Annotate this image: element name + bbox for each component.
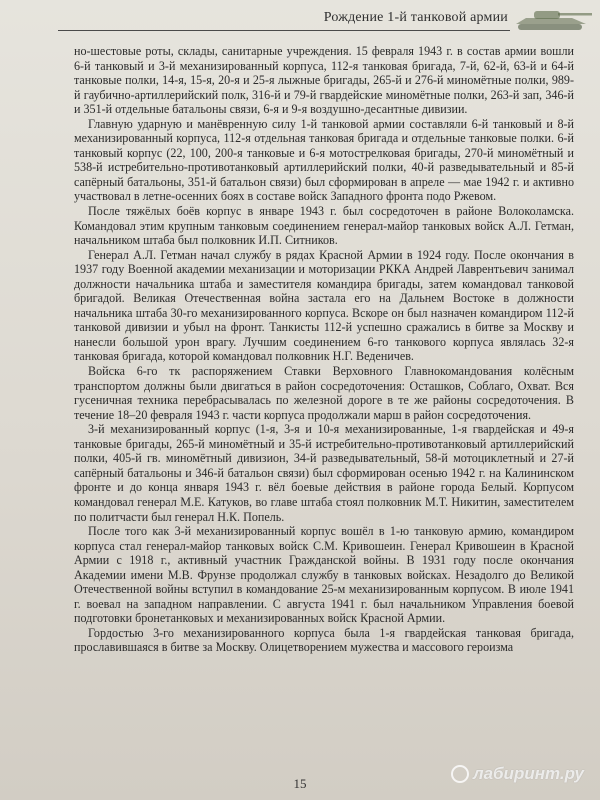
paragraph-8: Гордостью 3-го механизированного корпуса была 1-я гвардейская танковая бригада, прославившаяся в битве за Москву. Олицетворением мужества и массового героизма bbox=[74, 625, 574, 655]
paragraph-7: После того как 3-й механизированный корпус вошёл в 1-ю танковую армию, командиром корпуса стал генерал-майор танковых войск С.М. Кривошеин. Генерал Кривошеин в Красной Армии с 1918 г., активный участник Гражданской войны. В 1931 году после окончания Академии имени М.В. Фрунзе продолжал службу в танковых войсках. Незадолго до Великой Отечественной войны вступил в командование 25-м механизированным корпусом. В июле 1941 г. воевал на западном направлении. С августа 1941 г. был начальником Управления боевой подготовки бронетанковых и механизированных войск Красной Армии. bbox=[74, 524, 574, 626]
paragraph-6: 3-й механизированный корпус (1-я, 3-я и 10-я механизированные, 1-я гвардейская и 49-я танковые бригады, 265-й миномётный и 35-й истребительно-противотанковый артиллерийский полки, 405-й гв. миномётный дивизион, 34-й разведывательный, 58-й мотоциклетный и 27-й сапёрный батальоны и 346-й батальон связи) был сформирован осенью 1942 г. на Калининском фронте и до конца января 1943 г. вёл боевые действия в районе города Белый. Корпусом командовал генерал М.Е. Катуков, во главе штаба стоял полковник М.Т. Никитин, заместителем по политчасти был генерал Н.К. Попель. bbox=[74, 422, 574, 524]
body-text bbox=[74, 44, 574, 655]
watermark-text: лабиринт.ру bbox=[473, 764, 584, 783]
header-title: Рождение 1-й танковой армии bbox=[323, 10, 508, 25]
paragraph-5: Войска 6-го тк распоряжением Ставки Верховного Главнокомандования колёсным транспортом должны были двигаться в район сосредоточения: Осташков, Соблаго, Охват. Вся гусеничная техника перебрасывалась по железной дороге в те же районы сосредоточения. В течение 18–20 февраля 1943 г. части корпуса продолжали марш в район сосредоточения. bbox=[74, 364, 574, 422]
running-header bbox=[0, 0, 600, 34]
watermark-logo-icon bbox=[451, 765, 469, 783]
header-rule bbox=[58, 30, 510, 31]
paragraph-1: но-шестовые роты, склады, санитарные учреждения. 15 февраля 1943 г. в состав армии вошли 6-й танковый и 3-й механизированный корпуса, 112-я танковая бригада, 7-й, 62-й, 63-й и 64-й танковые полки, 14-я, 15-я, 20-я и 25-я лыжные бригады, 265-й и 276-й миномётные полки, 989-й гаубично-артиллерийский полк, 316-й и 79-й гвардейские миномётные полки, 263-й зап, 346-й и 351-й отдельные батальоны связи, 6-я и 9-я воздушно-десантные дивизии. bbox=[74, 44, 574, 117]
paragraph-2: Главную ударную и манёвренную силу 1-й танковой армии составляли 6-й танковый и 8-й механизированный корпуса, 112-я отдельная танковая бригада и отдельные танковые полки. 6-й танковый корпус (22, 100, 200-я танковые и 6-я мотострелковая бригады, 270-й миномётный и 538-й истребительно-противотанковый артиллерийский полки, 40-й разведывательный и 85-й сапёрный батальоны, 351-й батальон связи) был сформирован в апреле — мае 1942 г. и активно участвовал в летне-осенних боях в составе войск Западного фронта подо Ржевом. bbox=[74, 116, 574, 204]
page-number: 15 bbox=[293, 776, 307, 791]
tank-icon bbox=[512, 2, 596, 32]
watermark bbox=[451, 764, 584, 784]
paragraph-3: После тяжёлых боёв корпус в январе 1943 г. был сосредоточен в районе Волоколамска. Командовал этим крупным танковым соединением генерал-майор танковых войск А.Л. Гетман, начальником штаба был полковник И.П. Ситников. bbox=[74, 204, 574, 248]
paragraph-4: Генерал А.Л. Гетман начал службу в рядах Красной Армии в 1924 году. После окончания в 1937 году Военной академии механизации и моторизации РККА Андрей Лаврентьевич занимал должности начальника штаба и заместителя командира бригады, затем командовал танковой бригадой. Великая Отечественная война застала его на Дальнем Востоке в должности начальника штаба 30-го механизированного корпуса. Вскоре он был назначен командиром 112-й танковой дивизии и убыл на фронт. Танкисты 112-й успешно сражались в битве за Москву и нанесли большой урон врагу. Лучшим соединением 6-го танкового корпуса являлась 32-я танковая бригада, которой командовал полковник Н.Г. Веденичев. bbox=[74, 247, 574, 364]
